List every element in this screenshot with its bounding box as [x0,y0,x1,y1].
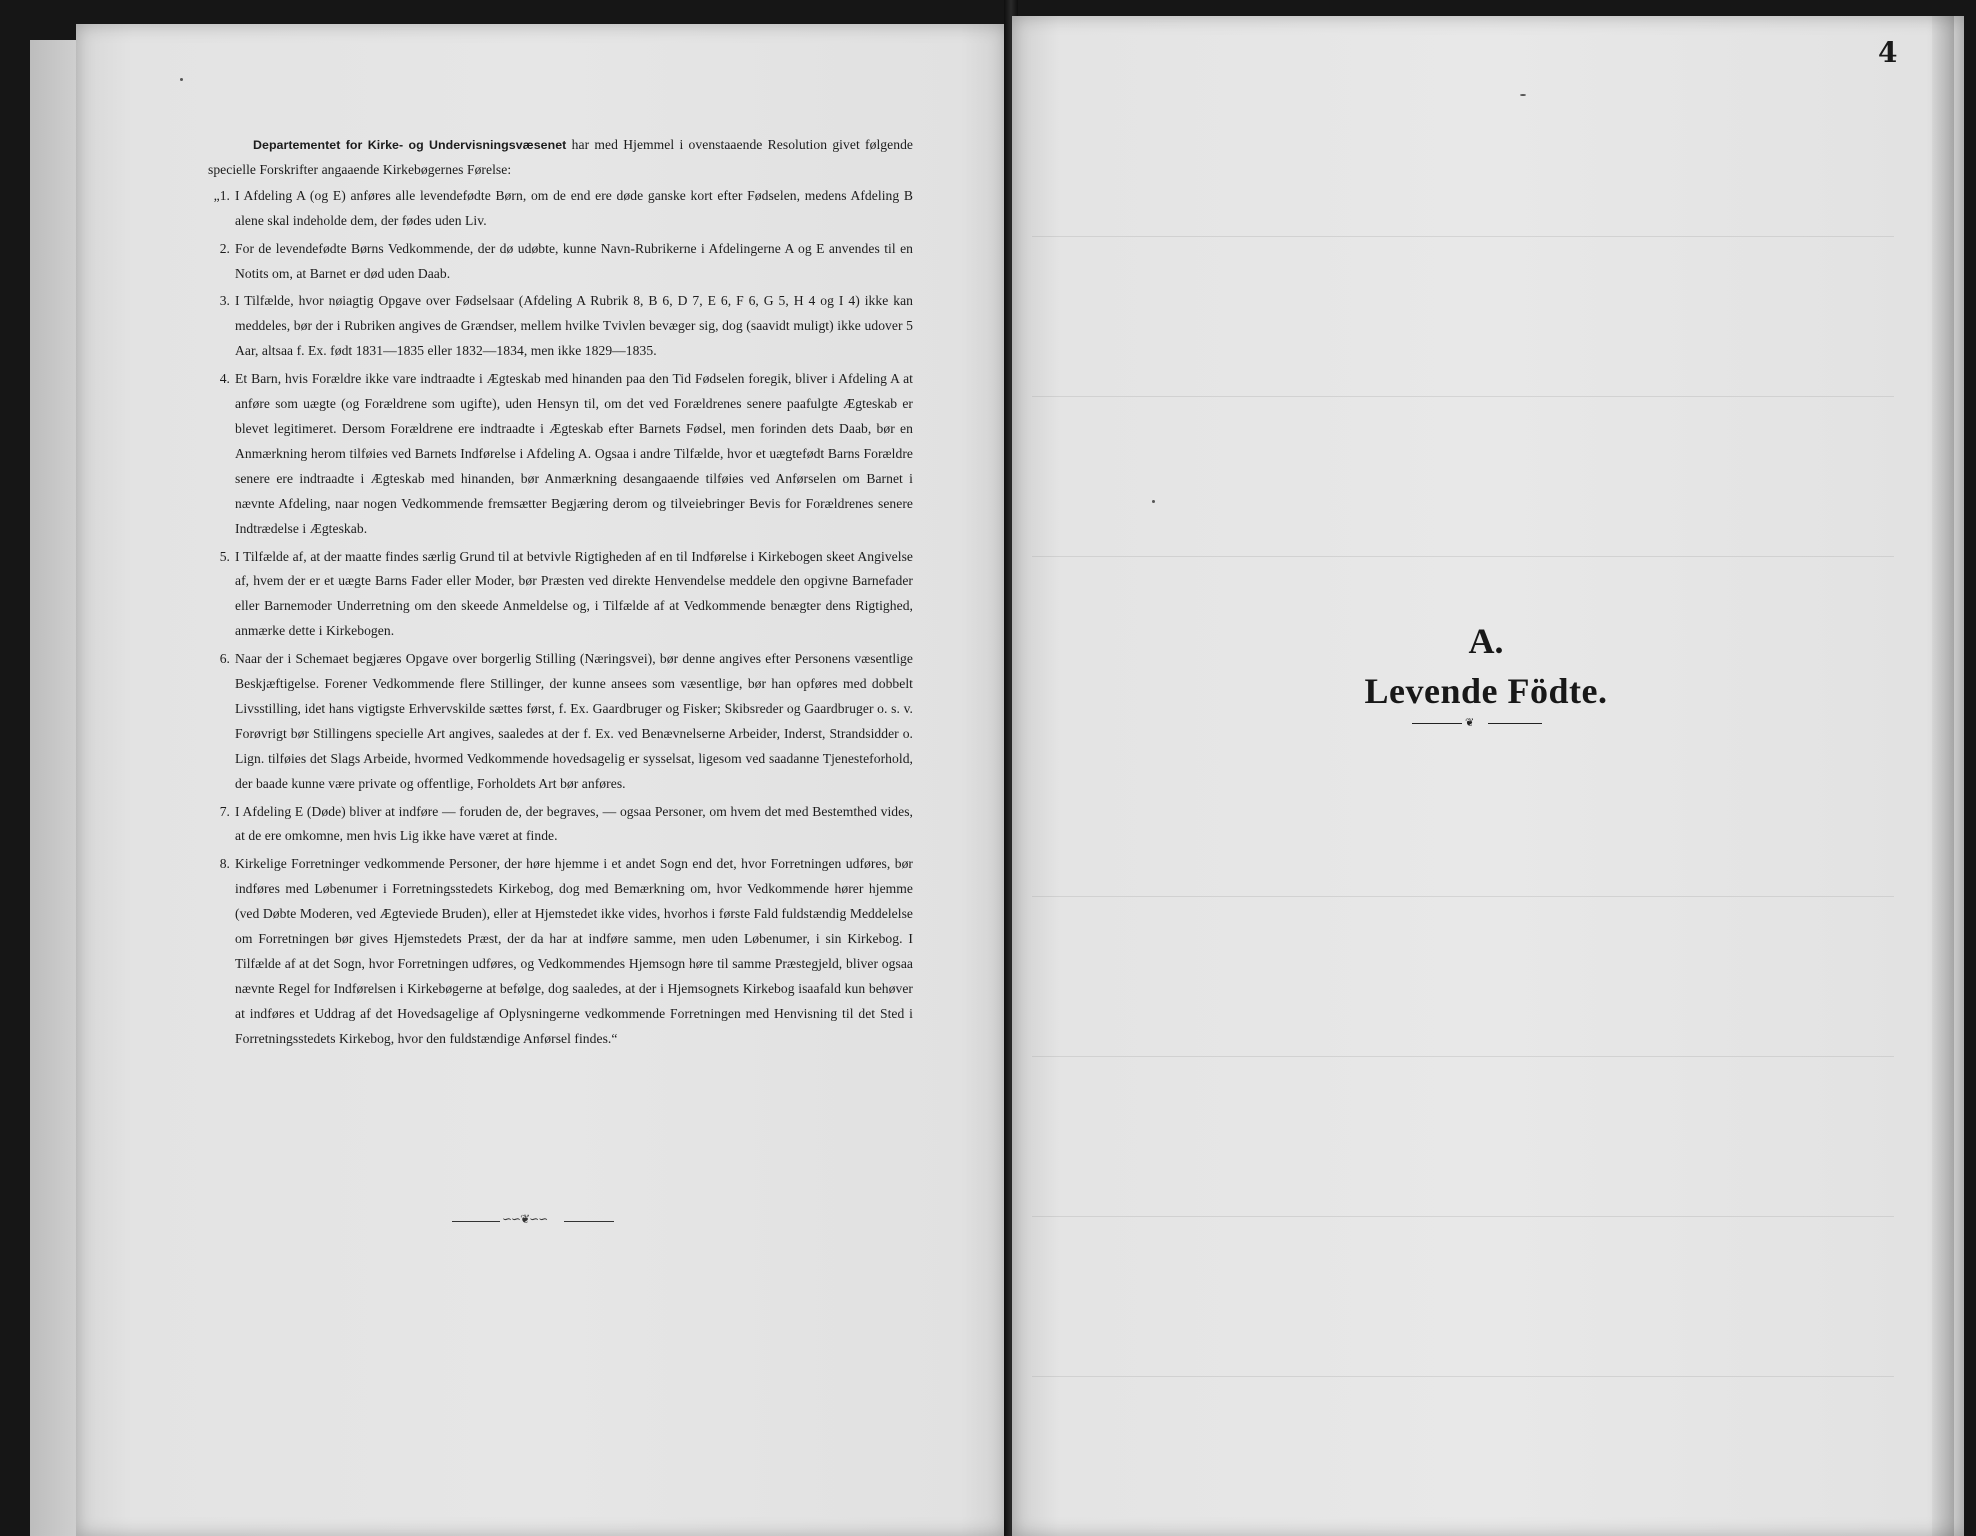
ornament-rule [1488,723,1542,724]
ghost-rule [1032,236,1894,237]
regulations-intro [208,133,913,183]
section-letter: A. [1468,621,1504,661]
ghost-rule [1032,556,1894,557]
ornament-rule [564,1221,614,1222]
item-text: For de levendefødte Børns Vedkommende, der dø udøbte, kunne Navn-Rubrikerne i Afdelingerne A og E anvendes til en Notits om, at Barnet er død uden Daab. [235,240,913,281]
item-text: Et Barn, hvis Forældre ikke vare indtraadte i Ægteskab med hinanden paa den Tid Fødselen foregik, bliver i Afdeling A at anføre som uægte (og Forældrene som ugifte), uden Hensyn til, om det ved Forældrenes senere paafulgte Ægteskab er blevet legitimeret. Dersom Forældrene ere indtraadte i Ægteskab efter Barnets Fødsel, men forinden dets Daab, bør en Anmærkning herom tilføies ved Barnets Indførelse i Afdeling A. Ogsaa i andre Tilfælde, hvor et uægtefødt Barns Forældre senere ere indtraadte i Ægteskab med hinanden, bør Anmærkning desangaaende tilføies ved Anførselen om Barnet i nævnte Afdeling, naar nogen Vedkommende fremsætter Begjæring derom og tilveiebringer Bevis for Forældrenes senere Indtrædelse i Ægteskab. [235,371,913,536]
page-edge-shadow [1932,16,1954,1536]
item-number: 8. [219,856,230,872]
ghost-rule [1032,396,1894,397]
regulation-item-4 [208,367,913,541]
item-text: Kirkelige Forretninger vedkommende Personer, der høre hjemme i et andet Sogn end det, hvor Forretningen udføres, bør indføres med Løbenumer i Forretningsstedets Kirkebog, dog med Bemærkning om, hvor Vedkommende hører hjemme (ved Døbte Moderen, ved Ægteviede Bruden), eller at Hjemstedet ikke vides, hvorhos i første Fald fuldstændig Meddelelse om Forretningen bør gives Hjemstedets Præst, der da har at indføre samme, men uden Løbenumer, i sin Kirkebog. I Tilfælde af at det Sogn, hvor Forretningen udføres, og Vedkommendes Hjemsogn høre til samme Præstegjeld, bliver ogsaa nævnte Regel for Indførelsen i Kirkebøgerne at befølge, dog saaledes, at der i Hjemsognets Kirkebog isaafald kun behøver at indføres et Uddrag af det Hovedsagelige af Oplysningerne vedkommende Forretningen med Henvisning til det Sted i Forretningsstedets Kirkebog, hvor den fuldstændige Anførsel findes.“ [235,856,913,1046]
ink-speck [180,78,183,81]
ghost-rule [1032,1056,1894,1057]
department-heading: Departementet for Kirke- og Undervisningsvæsenet [253,138,567,152]
intro-body: har med Hjemmel i ovenstaaende Resolution givet følgende specielle Forskrifter angaaende Kirkebøgernes Førelse: [208,137,914,177]
ghost-rule [1032,896,1894,897]
item-number: 2. [219,240,230,256]
ink-speck [1152,500,1155,503]
regulation-item-5 [208,545,913,645]
ghost-rule [1032,1216,1894,1217]
ornament-flourish: ❦ [1465,717,1475,729]
item-text: I Afdeling E (Døde) bliver at indføre — foruden de, der begraves, — ogsaa Personer, om hvem det med Bestemthed vides, at de ere omkomne, men hvis Lig ikke have været at finde. [235,803,913,844]
ghost-rule [1032,1376,1894,1377]
item-number: „1. [213,187,230,203]
section-title: Levende Födte. [1364,671,1608,711]
regulation-item-1 [208,184,913,234]
item-number: 3. [219,293,230,309]
item-text: I Tilfælde, hvor nøiagtig Opgave over Fødselsaar (Afdeling A Rubrik 8, B 6, D 7, E 6, F 6, G 5, H 4 og I 4) ikke kan meddeles, bør der i Rubriken angives de Grændser, mellem hvilke Tvivlen bevæger sig, dog (saavidt muligt) ikke udover 5 Aar, altsaa f. Ex. født 1831—1835 eller 1832—1834, men ikke 1829—1835. [235,293,913,359]
title-ornament [1412,716,1542,730]
regulation-item-7 [208,800,913,850]
ornament-rule [452,1221,500,1222]
ornament-rule [1412,723,1462,724]
item-number: 5. [219,548,230,564]
right-page [1012,16,1964,1536]
regulation-item-2 [208,237,913,287]
page-number: 4 [1878,36,1898,69]
item-text: Naar der i Schemaet begjæres Opgave over borgerlig Stilling (Næringsvei), bør denne angives efter Personens væsentlige Beskjæftigelse. Forener Vedkommende flere Stillinger, der kunne ansees som væsentlige, bør han opføres med dobbelt Livsstilling, idet hans vigtigste Erhvervskilde sættes først, f. Ex. Gaardbruger og Fisker; Skibsreder og Gaardbruger o. s. v. Forøvrigt bør Stillingens specielle Art angives, saaledes at der f. Ex. ved Benævnelserne Arbeider, Inderst, Strandsidder o. Lign. tilføies det Slags Arbeide, hvormed Vedkommende hovedsagelig er sysselsat, ligesom ved saadanne Tjenesteforhold, der baade kunne være private og offentlige, Forholdets Art bør anføres. [235,651,913,791]
regulations-text [208,133,913,1055]
ornament-flourish: ∽∽❦∽∽ [502,1212,548,1226]
item-number: 7. [219,803,230,819]
item-number: 4. [219,371,230,387]
regulation-item-6 [208,647,913,796]
item-text: I Tilfælde af, at der maatte findes særlig Grund til at betvivle Rigtigheden af en til Indførelse i Kirkebogen skeet Angivelse af, hvem der er et uægte Barns Fader eller Moder, bør Præsten ved direkte Henvendelse meddele den opgivne Barnefader eller Barnemoder Underretning om den skeede Anmeldelse og, i Tilfælde af at Vedkommende benægter dens Rigtighed, anmærke dette i Kirkebogen. [235,548,913,639]
ink-speck [1520,94,1526,96]
item-text: I Afdeling A (og E) anføres alle levendefødte Børn, om de end ere døde ganske kort efter Fødselen, medens Afdeling B alene skal indeholde dem, der fødes uden Liv. [235,187,913,228]
regulation-item-8 [208,852,913,1051]
item-number: 6. [219,651,230,667]
regulation-item-3 [208,289,913,364]
